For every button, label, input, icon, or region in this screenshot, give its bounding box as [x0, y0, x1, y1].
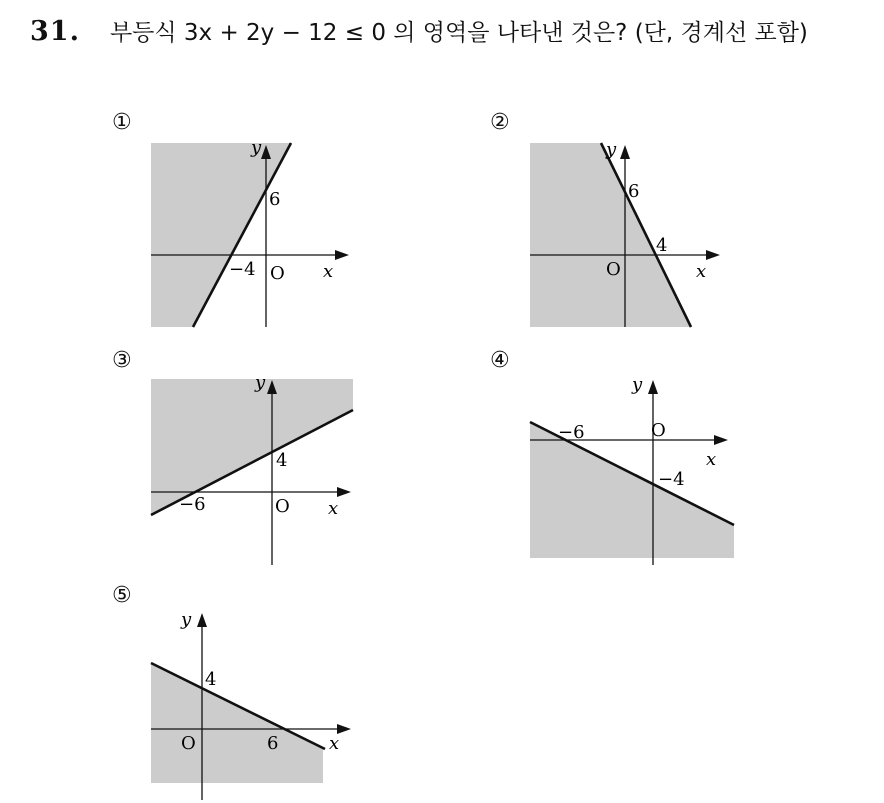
x-axis-arrow-icon — [335, 250, 349, 260]
origin-label: O — [275, 496, 290, 517]
y-axis-label: y — [251, 137, 262, 158]
origin-label: O — [270, 263, 285, 284]
choice-3-label[interactable]: ③ — [112, 348, 132, 373]
choice-2-label[interactable]: ② — [490, 110, 510, 135]
origin-label: O — [181, 733, 196, 754]
x-intercept-label: 6 — [267, 733, 279, 754]
choice-1-label[interactable]: ① — [112, 110, 132, 135]
origin-label: O — [651, 420, 666, 441]
choice-2-graph[interactable] — [524, 135, 734, 335]
x-intercept-label: −6 — [558, 422, 585, 443]
x-axis-label: x — [706, 449, 717, 470]
choice-5-graph[interactable] — [145, 603, 360, 803]
y-axis-arrow-icon — [620, 145, 630, 159]
shaded-region — [151, 143, 291, 327]
y-axis-label: y — [181, 609, 192, 630]
y-intercept-label: 6 — [628, 181, 640, 202]
y-axis-arrow-icon — [197, 613, 207, 627]
y-intercept-label: 4 — [276, 450, 288, 471]
x-axis-label: x — [328, 498, 339, 519]
choice-1-graph[interactable] — [145, 135, 355, 335]
x-axis-label: x — [696, 261, 707, 282]
y-axis-label: y — [632, 374, 643, 395]
choice-5-label[interactable]: ⑤ — [112, 583, 132, 608]
x-axis-label: x — [323, 261, 334, 282]
choice-4-graph[interactable] — [524, 370, 739, 570]
choice-4-label[interactable]: ④ — [490, 348, 510, 373]
x-axis-arrow-icon — [714, 435, 728, 445]
choice-3-graph[interactable] — [145, 370, 360, 570]
x-axis-arrow-icon — [706, 250, 720, 260]
x-intercept-label: 4 — [656, 235, 668, 256]
y-axis-label: y — [255, 372, 266, 393]
x-intercept-label: −6 — [179, 494, 206, 515]
x-intercept-label: −4 — [229, 259, 256, 280]
y-axis-label: y — [606, 139, 617, 160]
question-text: 부등식 3x + 2y − 12 ≤ 0 의 영역을 나타낸 것은? (단, 경계선 포함) — [109, 20, 808, 46]
x-axis-label: x — [329, 733, 340, 754]
shaded-region — [151, 663, 323, 783]
origin-label: O — [606, 259, 621, 280]
x-axis-arrow-icon — [337, 487, 351, 497]
y-intercept-label: 4 — [205, 669, 217, 690]
question-number: 31. — [30, 16, 80, 47]
y-intercept-label: −4 — [658, 469, 685, 490]
y-intercept-label: 6 — [269, 189, 281, 210]
y-axis-arrow-icon — [648, 380, 658, 394]
question-header — [30, 14, 808, 47]
